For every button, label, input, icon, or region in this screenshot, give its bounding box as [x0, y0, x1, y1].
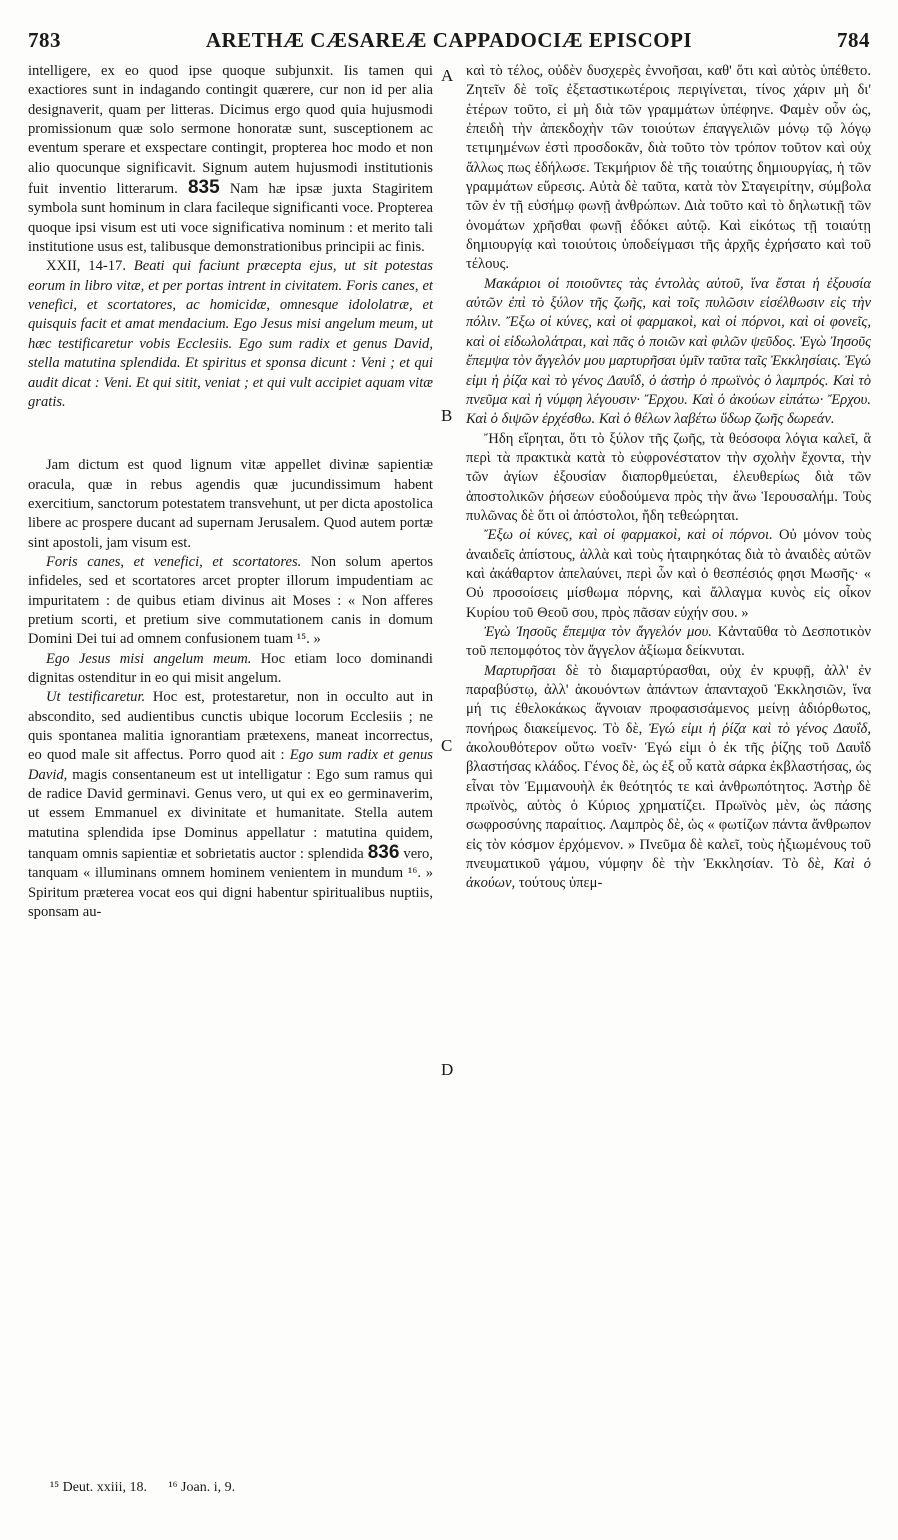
greek-paragraph-6: Μαρτυρῆσαι δὲ τὸ διαμαρτύρασθαι, οὐχ ἐν κρυφῇ, ἀλλ' ἐν παραβύστῳ, ἀλλ' ἀκουόντων ἁπάντων ἁπανταχοῦ Ἐκκλησιῶν, ἵνα μή τις ἐθελοκάκως ἄγνοιαν προφασισάμενος μείνῃ ἀδιόρθωτος, πονήρως διακείμενος. Τὸ δὲ, Ἐγώ εἰμι ἡ ῥίζα καὶ τὸ γένος Δαυΐδ, ἀκολουθότερον οὕτω νοεῖν· Ἐγώ εἰμι ὁ ἐκ τῆς ῥίζης τοῦ Δαυΐδ βλαστήσας κλάδος. Γένος δὲ, ὡς ἐξ οὗ κατὰ σάρκα ἐκβλαστήσας, ὡς εἶναι τὸν Ἐμμανουὴλ ἐκ θεότητός τε καὶ ἀνθρωπότητος. Ἀστὴρ δὲ πρωϊνὸς, αὐτὸς ὁ Κύριος χρηματίζει. Πρωϊνὸς μὲν, ὡς πάσης σωφροσύνης παραίτιος. Λαμπρὸς δὲ, ὡς « φωτίζων πάντα ἄνθρωπον εἰς τὸν κόσμον ἐρχόμενον. » Πνεῦμα δὲ καλεῖ, τοὺς ἠξιωμένους τοῦ πνευματικοῦ γάμου, νύμφην δὲ τὴν Ἐκκλησίαν. Τὸ δὲ, Καὶ ὁ ἀκούων, τούτους ὑπεμ-	[466, 662, 871, 892]
running-header	[28, 28, 870, 54]
latin-paragraph-3: Jam dictum est quod lignum vitæ appellet divinæ sapientiæ oracula, quæ in rebus agendis quæ jucundissimum habent exercitium, sanctorum potestatem transvehunt, ut per dicta apostolica libere ac prospere ducant ad supernam Jerusalem. Quod autem portæ sint apostoli, jam visum est.	[28, 457, 433, 551]
greek-paragraph-3: Ἤδη εἴρηται, ὅτι τὸ ξύλον τῆς ζωῆς, τὰ θεόσοφα λόγια καλεῖ, ἃ περὶ τὰ πρακτικὰ κατὰ τὸ εὐφρονέστατον τὴν σχολὴν ἔχοντα, τὴν τῶν ἁγίων ἐξουσίαν διαπορθμεύεται, ἐλευθερίως διὰ τῶν ἀποστολικῶν ῥήσεων εὐοδούμενα πρὸς τὴν ἄνω Ἱερουσαλήμ. Τοὺς πυλῶνας δὲ ὅτι οἱ ἀπόστολοι, ἤδη τεθεώρηται.	[466, 430, 871, 524]
lemma: Μαρτυρῆσαι	[484, 662, 556, 679]
greek-paragraph-2: Μακάριοι οἱ ποιοῦντες τὰς ἐντολὰς αὐτοῦ, ἵνα ἔσται ἡ ἐξουσία αὐτῶν ἐπὶ τὸ ξύλον τῆς ζωῆς, καὶ τοῖς πυλῶσιν εἰσέλθωσιν εἰς τὴν πόλιν. Ἔξω οἱ κύνες, καὶ οἱ φαρμακοὶ, καὶ οἱ πόρνοι, καὶ οἱ φονεῖς, καὶ οἱ εἰδωλολάτραι, καὶ πᾶς ὁ ποιῶν καὶ φιλῶν ψεῦδος. Ἐγὼ Ἰησοῦς ἔπεμψα τὸν ἄγγελόν μου μαρτυρῆσαι ὑμῖν ταῦτα ταῖς Ἐκκλησίαις. Ἐγώ εἰμι ἡ ῥίζα καὶ τὸ γένος Δαυΐδ, ὁ ἀστὴρ ὁ πρωϊνὸς ὁ λαμπρός. Καὶ τὸ πνεῦμα καὶ ἡ νύμφη λέγουσιν· Ἔρχου. Καὶ ὁ ἀκούων εἰπάτω· Ἔρχου. Καὶ ὁ διψῶν ἐρχέσθω. Καὶ ὁ θέλων λαβέτω ὕδωρ ζωῆς δωρεάν.	[466, 275, 871, 428]
latin-paragraph-4: Foris canes, et venefici, et scortatores. Non solum apertos infideles, sed et scortatores arcet propter illorum impudentiam ac impuritatem : de quibus etiam divinus ait Moses : « Non afferes pretium scorti, et pretium sive commutationem canis in domum Domini Dei tui ad omnem confusionem tuam ¹⁵. »	[28, 553, 433, 648]
lemma: Foris canes, et venefici, et scortatores.	[46, 553, 302, 570]
lemma: Ut testificaretur.	[46, 689, 146, 706]
latin-paragraph-5: Ego Jesus misi angelum meum. Hoc etiam loco dominandi dignitas ostenditur in eo qui misit angelum.	[28, 650, 433, 686]
greek-paragraph-4: Ἔξω οἱ κύνες, καὶ οἱ φαρμακοὶ, καὶ οἱ πόρνοι. Οὐ μόνον τοὺς ἀναιδεῖς ἀπίστους, ἀλλὰ καὶ τοὺς ἠταιρηκότας διὰ τὸ ἀναιδὲς αὐτῶν καὶ ἀκάθαρτον ἀπελαύνει, περὶ ὧν καὶ ὁ θεσπέσιός φησι Μωσῆς· « Οὐ προσοίσεις μίσθωμα πόρνης, καὶ ἄλλαγμα κυνὸς εἰς οἶκον Κυρίου τοῦ Θεοῦ σου, πρὸς πᾶσαν εὐχήν σου. »	[466, 527, 871, 621]
margin-letter-c: C	[441, 736, 453, 755]
latin-paragraph-1: intelligere, ex eo quod ipse quoque subjunxit. Iis tamen qui exactiores sunt in indagando contingit quærere, cur non id per alia designaverit, quam per litteras. Dicimus ergo quod quia hujusmodi promissionum quæ solo sermone honoratæ sunt, susceptionem ac eventum sperare et exspectare contingit, propterea hoc modo et non alio quocunque significavit. Signum autem hujusmodi institutionis fuit inventio litterarum. 835 Nam hæ ipsæ juxta Stagiritem symbola sunt hominum in clara facileque significanti voce. Propterea quoque ipsi visum est uti voce significativa nominum : et merito tali institutione usus est, talibusque demonstrationibus principii ac finis.	[28, 63, 433, 256]
page-title: ARETHÆ CÆSAREÆ CAPPADOCIÆ EPISCOPI	[205, 28, 693, 52]
greek-column	[466, 62, 871, 1472]
greek-paragraph-1: καὶ τὸ τέλος, οὐδὲν δυσχερὲς ἐννοῆσαι, καθ' ὅτι καὶ αὐτὸς ὑπέθετο. Ζητεῖν δὲ τοῖς ἐξεταστικωτέροις περιγίνεται, τίνος χάριν μὴ δι' ἑτέρων τοῦτο, εἰ μὴ διὰ τῶν γραμμάτων ὑπέφηνε. Φαμὲν οὖν ὡς, ἐπειδὴ τὴν ἀπεκδοχὴν τῶν τοιούτων ἐπαγγελιῶν μόνῳ τῷ λόγῳ τετιμημένων ἐστὶ προσδοκᾶν, διὰ τοῦτο τὸν τρόπον τοῦτον καὶ οὐχ ἄλλως πως ἐδήλωσε. Τεκμήριον δὲ τῆς τοιαύτης δημιουργίας, ἡ τῶν γραμμάτων εὕρεσις. Αὐτὰ δὲ ταῦτα, κατὰ τὸν Σταγειρίτην, σύμβολα τῶν ἐν τῇ εὐσήμῳ φωνῇ ἀνθρώπων. Διὰ τοῦτο καὶ τὸ δηλωτικῇ τῶν ὀνομάτων χρῆσθαι φωνῇ ἐδόκει αὐτῷ. Καὶ εἰκότως τῇ τοιαύτῃ δημιουργίᾳ καὶ τοιούτοις ὑποδείγμασι τῆς ἀρχῆς ἐχρήσατο καὶ τοῦ τέλους.	[466, 63, 871, 273]
latin-paragraph-2: XXII, 14-17. Beati qui faciunt præcepta ejus, ut sit potestas eorum in libro vitæ, et per portas intrent in civitatem. Foris canes, et venefici, et scortatores, ac homicidæ, omnesque idololatræ, et quisquis facit et amat mendacium. Ego Jesus misi angelum meum, ut hæc testificaretur vobis Ecclesiis. Ego sum radix et genus David, stella matutina splendida. Et spiritus et sponsa dicunt : Veni ; et qui audit dicat : Veni. Et qui sitit, veniat ; et qui vult accipiet aquam vitæ gratis.	[28, 258, 433, 410]
footnote-15: ¹⁵ Deut. xxiii, 18.	[50, 1480, 147, 1495]
column-marker-836: 836	[367, 842, 400, 864]
page-number-right: 784	[837, 28, 870, 52]
latin-paragraph-6: Ut testificaretur. Hoc est, protestaretur, non in occulto aut in abscondito, sed audientibus cunctis ubique locorum Ecclesiis ; ne quis spontanea malitia ignorantiam prætexens, maneat incorrectus, eo quod male sit affectus. Porro quod ait : Ego sum radix et genus David, magis consentaneum est ut intelligatur : Ego sum ramus qui de radice David germinavi. Genus vero, ut qui ex eo germinaverim, ut essem Emmanuel ex divinitate et humanitate. Stella autem matutina splendida ipse Dominus appellatur : matutina quidem, tanquam omnis sapientiæ et sobrietatis auctor : splendida 836 vero, tanquam « illuminans omnem hominem venientem in mundum ¹⁶. » Spiritum præterea vocat eos qui digni habentur spiritualibus nuptiis, sponsam au-	[28, 689, 433, 921]
margin-letter-b: B	[441, 406, 453, 425]
page-number-left: 783	[28, 28, 61, 52]
latin-column	[28, 62, 433, 1472]
footnote-16: ¹⁶ Joan. i, 9.	[168, 1480, 236, 1495]
margin-letter-d: D	[441, 1060, 454, 1079]
lemma: Ἐγὼ Ἰησοῦς ἔπεμψα τὸν ἄγγελόν μου.	[484, 623, 712, 640]
footnotes	[50, 1480, 253, 1496]
lemma: Ego Jesus misi angelum meum.	[46, 650, 252, 667]
column-marker-835: 835	[187, 177, 220, 199]
greek-paragraph-5: Ἐγὼ Ἰησοῦς ἔπεμψα τὸν ἄγγελόν μου. Κἀνταῦθα τὸ Δεσποτικὸν τοῦ πεπομφότος τὸν ἄγγελον ἀξίωμα δείκνυται.	[466, 623, 871, 660]
lemma: Ἔξω οἱ κύνες, καὶ οἱ φαρμακοὶ, καὶ οἱ πόρνοι.	[484, 527, 773, 544]
verse-reference: XXII, 14-17.	[46, 258, 126, 275]
margin-letter-a: A	[441, 66, 454, 85]
